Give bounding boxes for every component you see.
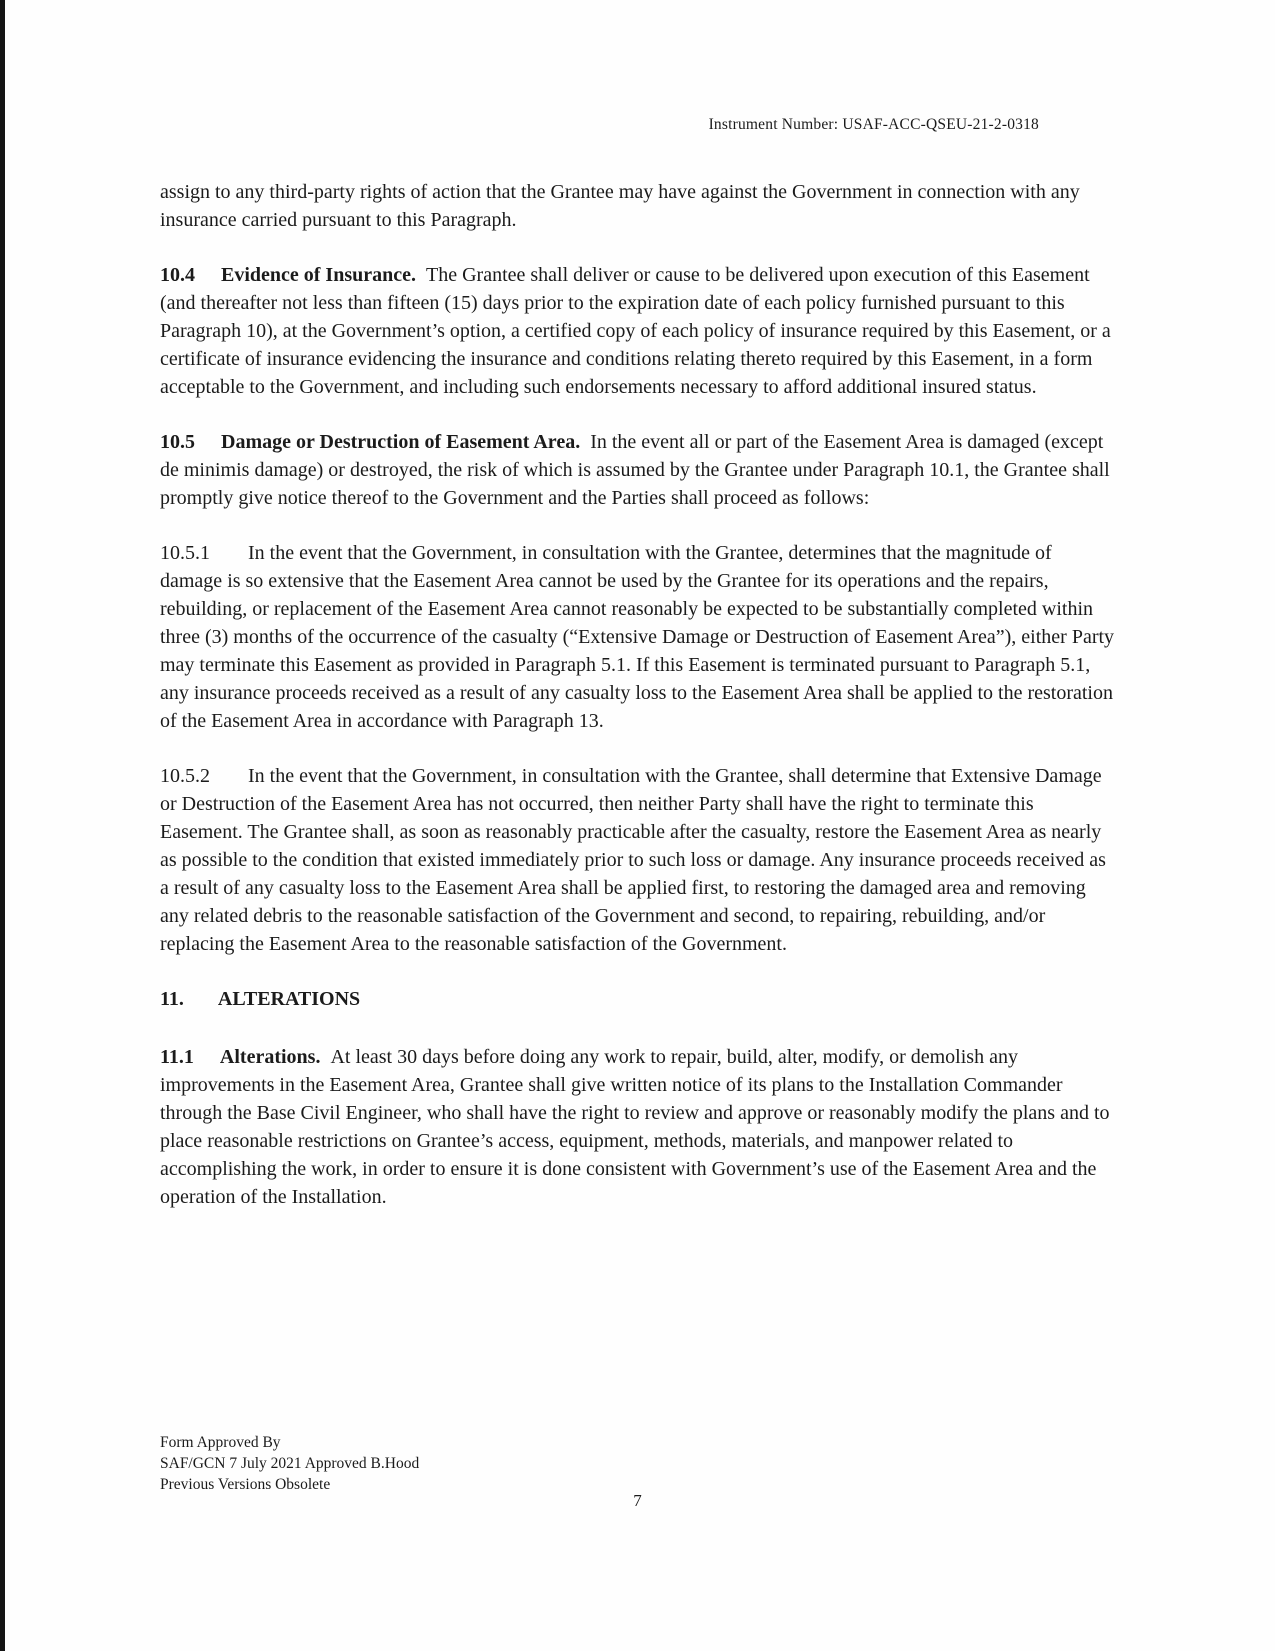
section-10-4-paragraph	[160, 261, 1118, 401]
paragraph-number: 10.4	[160, 264, 195, 286]
section-10-5-2-paragraph	[160, 762, 1118, 958]
section-11-heading	[160, 985, 1118, 1013]
section-10-5-1-paragraph	[160, 539, 1118, 735]
section-11-1-paragraph	[160, 1043, 1118, 1211]
paragraph-number: 10.5.1	[160, 542, 210, 564]
intro-paragraph	[160, 178, 1118, 234]
paragraph-heading: Damage or Destruction of Easement Area.	[221, 431, 581, 453]
paragraph-number: 10.5	[160, 431, 195, 453]
instrument-number: Instrument Number: USAF-ACC-QSEU-21-2-0318	[708, 116, 1039, 133]
section-number: 11.	[160, 988, 184, 1010]
paragraph-text: The Grantee shall deliver or cause to be delivered upon execution of this Easement (and thereafter not less than fifteen (15) days prior to the expiration date of each policy furnished pursuant to this Paragraph 10), at the Government’s option, a certified copy of each policy of insurance required by this Easement, or a certificate of insurance evidencing the insurance and conditions relating thereto required by this Easement, in a form acceptable to the Government, and including such endorsements necessary to afford additional insured status.	[160, 264, 1111, 398]
footer-approval-line: SAF/GCN 7 July 2021 Approved B.Hood	[160, 1455, 420, 1472]
paragraph-number: 11.1	[160, 1046, 194, 1068]
scan-edge-artifact	[0, 0, 5, 1651]
paragraph-heading: Alterations.	[219, 1046, 321, 1068]
paragraph-text: In the event that the Government, in consultation with the Grantee, shall determine that Extensive Damage or Destruction of the Easement Area has not occurred, then neither Party shall have the right to terminate this Easement. The Grantee shall, as soon as reasonably practicable after the casualty, restore the Easement Area as nearly as possible to the condition that existed immediately prior to such loss or damage. Any insurance proceeds received as a result of any casualty loss to the Easement Area shall be applied first, to restoring the damaged area and removing any related debris to the reasonable satisfaction of the Government and second, to repairing, rebuilding, and/or replacing the Easement Area to the reasonable satisfaction of the Government.	[160, 765, 1106, 955]
paragraph-heading: Evidence of Insurance.	[221, 264, 416, 286]
page-number: 7	[633, 1491, 642, 1510]
paragraph-text: In the event that the Government, in consultation with the Grantee, determines that the magnitude of damage is so extensive that the Easement Area cannot be used by the Grantee for its operations and the repairs, rebuilding, or replacement of the Easement Area cannot reasonably be expected to be substantially completed within three (3) months of the occurrence of the casualty (“Extensive Damage or Destruction of Easement Area”), either Party may terminate this Easement as provided in Paragraph 5.1. If this Easement is terminated pursuant to Paragraph 5.1, any insurance proceeds received as a result of any casualty loss to the Easement Area shall be applied to the restoration of the Easement Area in accordance with Paragraph 13.	[160, 542, 1115, 732]
footer-versions-obsolete: Previous Versions Obsolete	[160, 1476, 331, 1493]
paragraph-text: assign to any third-party rights of action that the Grantee may have against the Government in connection with any insurance carried pursuant to this Paragraph.	[160, 181, 1080, 231]
document-body	[160, 178, 1118, 1238]
footer-form-approved: Form Approved By	[160, 1434, 281, 1451]
paragraph-number: 10.5.2	[160, 765, 210, 787]
paragraph-text: At least 30 days before doing any work to repair, build, alter, modify, or demolish any improvements in the Easement Area, Grantee shall give written notice of its plans to the Installation Commander through the Base Civil Engineer, who shall have the right to review and approve or reasonably modify the plans and to place reasonable restrictions on Grantee’s access, equipment, methods, materials, and manpower related to accomplishing the work, in order to ensure it is done consistent with Government’s use of the Easement Area and the operation of the Installation.	[160, 1046, 1110, 1208]
paragraph-text: In the event all or part of the Easement Area is damaged (except de minimis damage) or destroyed, the risk of which is assumed by the Grantee under Paragraph 10.1, the Grantee shall promptly give notice thereof to the Government and the Parties shall proceed as follows:	[160, 431, 1110, 509]
section-10-5-paragraph	[160, 428, 1118, 512]
section-title: ALTERATIONS	[217, 988, 361, 1010]
footer	[160, 1432, 419, 1495]
